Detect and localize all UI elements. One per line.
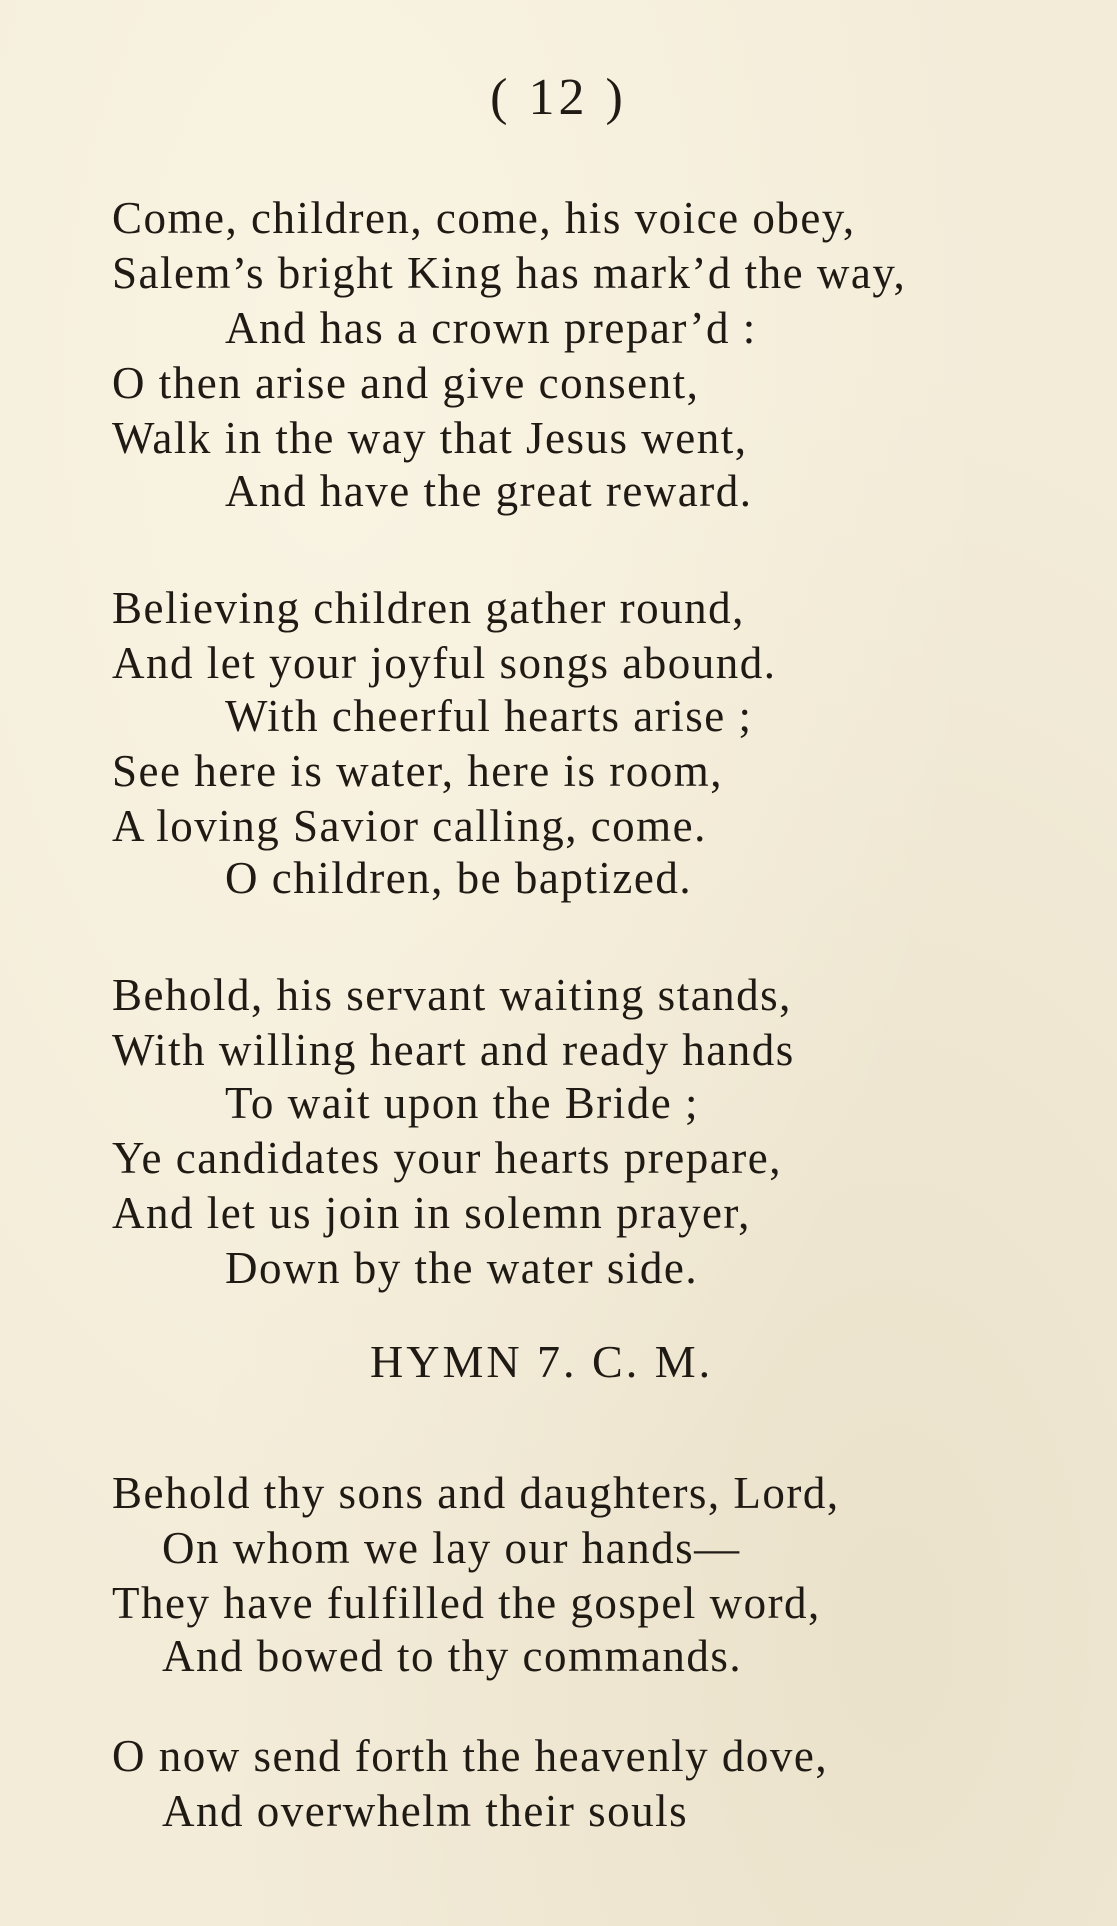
verse-line: To wait upon the Bride ; (225, 1078, 700, 1128)
verse-line: With cheerful hearts arise ; (225, 691, 753, 741)
verse-line: Behold, his servant waiting stands, (112, 970, 792, 1020)
verse-line: Ye candidates your hearts prepare, (112, 1133, 782, 1183)
verse-line: O now send forth the heavenly dove, (112, 1731, 829, 1781)
verse-line: On whom we lay our hands— (162, 1523, 741, 1573)
verse-line: Come, children, come, his voice obey, (112, 193, 856, 243)
verse-line: And has a crown prepar’d : (225, 303, 757, 353)
verse-line: And bowed to thy commands. (162, 1631, 743, 1681)
verse-line: They have fulfilled the gospel word, (112, 1578, 821, 1628)
verse-line: Behold thy sons and daughters, Lord, (112, 1468, 840, 1518)
verse-line: O then arise and give consent, (112, 358, 700, 408)
verse-line: Down by the water side. (225, 1243, 699, 1293)
verse-line: Walk in the way that Jesus went, (112, 413, 748, 463)
verse-line: And have the great reward. (225, 466, 753, 516)
verse-line: And overwhelm their souls (162, 1786, 689, 1836)
verse-line: Salem’s bright King has mark’d the way, (112, 248, 907, 298)
verse-line: Believing children gather round, (112, 583, 745, 633)
verse-line: A loving Savior calling, come. (112, 801, 707, 851)
verse-line: And let us join in solemn prayer, (112, 1188, 751, 1238)
verse-line: With willing heart and ready hands (112, 1025, 795, 1075)
page-number: ( 12 ) (490, 69, 627, 126)
hymn-heading: HYMN 7. C. M. (370, 1336, 714, 1387)
verse-line: O children, be baptized. (225, 853, 693, 903)
verse-line: And let your joyful songs abound. (112, 638, 777, 688)
verse-line: See here is water, here is room, (112, 746, 723, 796)
